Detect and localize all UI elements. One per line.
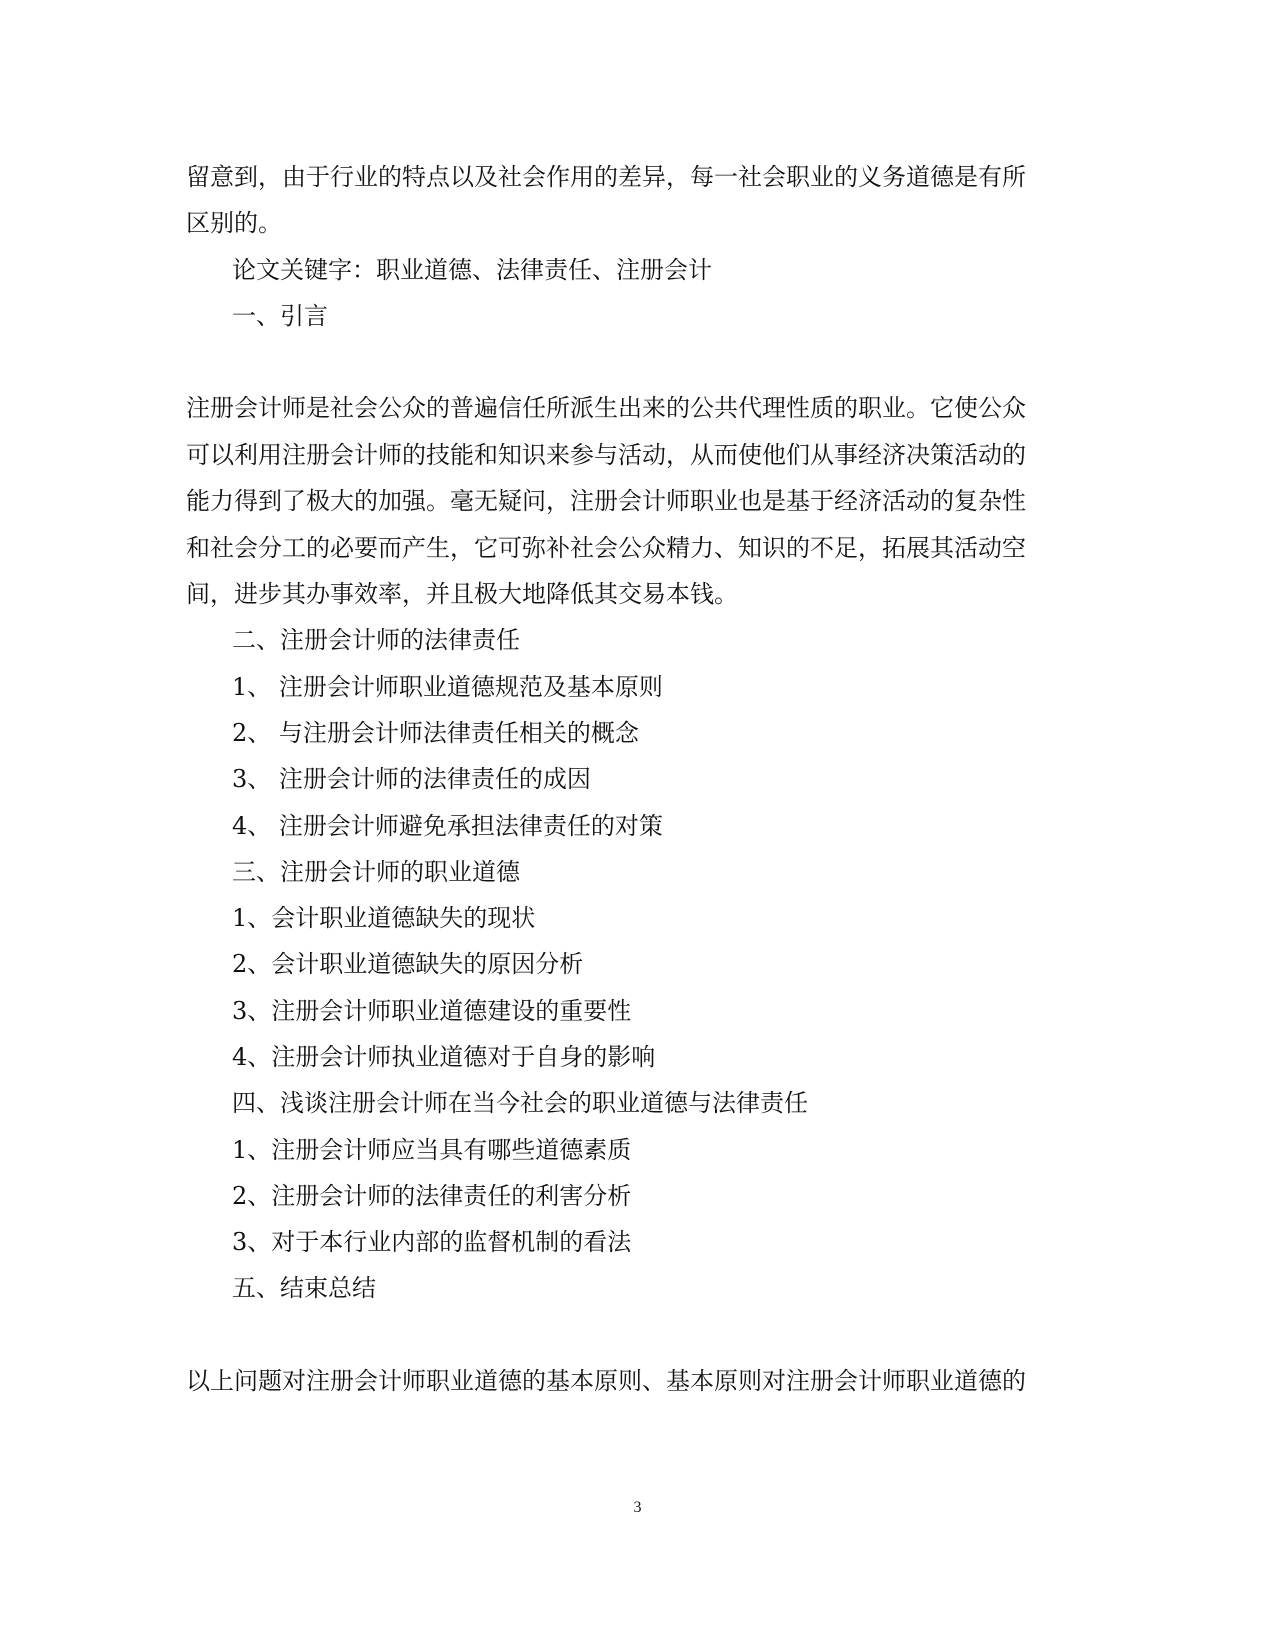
keywords-line: 论文关键字：职业道德、法律责任、注册会计 bbox=[232, 256, 712, 284]
section-heading: 一、引言 bbox=[232, 302, 328, 330]
list-item: 4、 注册会计师避免承担法律责任的对策 bbox=[232, 812, 663, 840]
list-item: 1、 注册会计师职业道德规范及基本原则 bbox=[232, 673, 663, 701]
text-line: 间，进步其办事效率，并且极大地降低其交易本钱。 bbox=[186, 580, 738, 608]
text-line: 留意到，由于行业的特点以及社会作用的差异，每一社会职业的义务道德是有所 bbox=[186, 163, 1026, 191]
text-line: 区别的。 bbox=[186, 209, 282, 237]
section-heading: 四、浅谈注册会计师在当今社会的职业道德与法律责任 bbox=[232, 1089, 808, 1117]
text-line: 以上问题对注册会计师职业道德的基本原则、基本原则对注册会计师职业道德的 bbox=[186, 1367, 1026, 1395]
list-item: 3、对于本行业内部的监督机制的看法 bbox=[232, 1228, 632, 1256]
list-item: 3、注册会计师职业道德建设的重要性 bbox=[232, 997, 632, 1025]
text-line: 注册会计师是社会公众的普遍信任所派生出来的公共代理性质的职业。它使公众 bbox=[186, 394, 1026, 422]
text-line: 和社会分工的必要而产生，它可弥补社会公众精力、知识的不足，拓展其活动空 bbox=[186, 534, 1026, 562]
list-item: 3、 注册会计师的法律责任的成因 bbox=[232, 765, 591, 793]
list-item: 2、 与注册会计师法律责任相关的概念 bbox=[232, 719, 639, 747]
list-item: 2、会计职业道德缺失的原因分析 bbox=[232, 950, 584, 978]
list-item: 2、注册会计师的法律责任的利害分析 bbox=[232, 1182, 632, 1210]
page-number: 3 bbox=[633, 1499, 642, 1516]
list-item: 1、注册会计师应当具有哪些道德素质 bbox=[232, 1136, 632, 1164]
section-heading: 五、结束总结 bbox=[232, 1274, 376, 1302]
text-line: 可以利用注册会计师的技能和知识来参与活动，从而使他们从事经济决策活动的 bbox=[186, 441, 1026, 469]
list-item: 1、会计职业道德缺失的现状 bbox=[232, 904, 536, 932]
text-line: 能力得到了极大的加强。毫无疑问，注册会计师职业也是基于经济活动的复杂性 bbox=[186, 487, 1026, 515]
section-heading: 三、注册会计师的职业道德 bbox=[232, 858, 520, 886]
section-heading: 二、注册会计师的法律责任 bbox=[232, 626, 520, 654]
list-item: 4、注册会计师执业道德对于自身的影响 bbox=[232, 1043, 656, 1071]
